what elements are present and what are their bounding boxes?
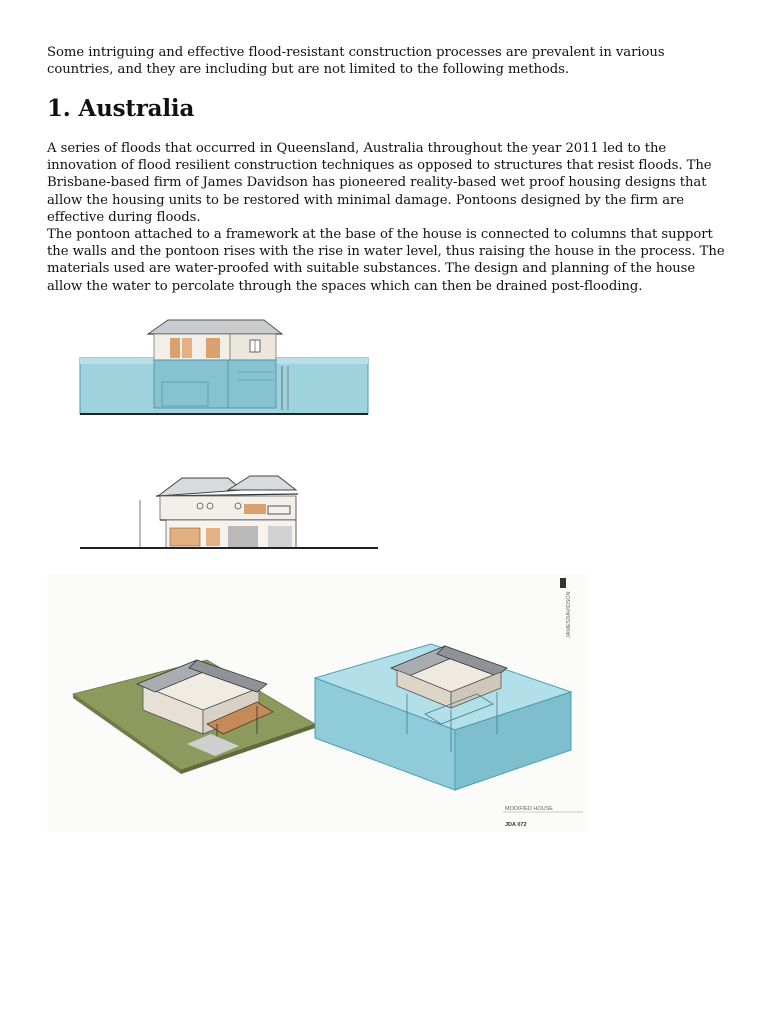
sheet-side-label: JAMESDAVIDSON bbox=[566, 591, 572, 638]
sheet-id: JDA 072 bbox=[505, 822, 527, 828]
sheet-title: MODIFIED HOUSE bbox=[505, 806, 553, 812]
intro-paragraph: Some intriguing and effective flood-resistant construction processes are prevalent in various countries, and they are including but are not limited to the following methods. bbox=[47, 45, 665, 78]
dry-section-drawing bbox=[78, 470, 380, 552]
body-paragraph-2: The pontoon attached to a framework at the base of the house is connected to columns that support the walls and the pontoon rises with the rise in water level, thus raising the house in the process. The materials used are water-proofed with suitable substances. The design and planning of the house allow the water to percolate through the spaces which can then be drained post-flooding. bbox=[47, 227, 725, 294]
flooded-section-drawing bbox=[78, 312, 370, 418]
section-heading: 1. Australia bbox=[47, 95, 195, 122]
body-paragraph-1: A series of floods that occurred in Queensland, Australia throughout the year 2011 led to the innovation of flood resilient construction techniques as opposed to structures that resist floods. The Brisbane-based firm of James Davidson has pioneered reality-based wet proof housing designs that allow the housing units to be restored with minimal damage. Pontoons designed by the firm are effective during floods. bbox=[47, 141, 712, 225]
isometric-flood-drawing bbox=[47, 574, 587, 832]
